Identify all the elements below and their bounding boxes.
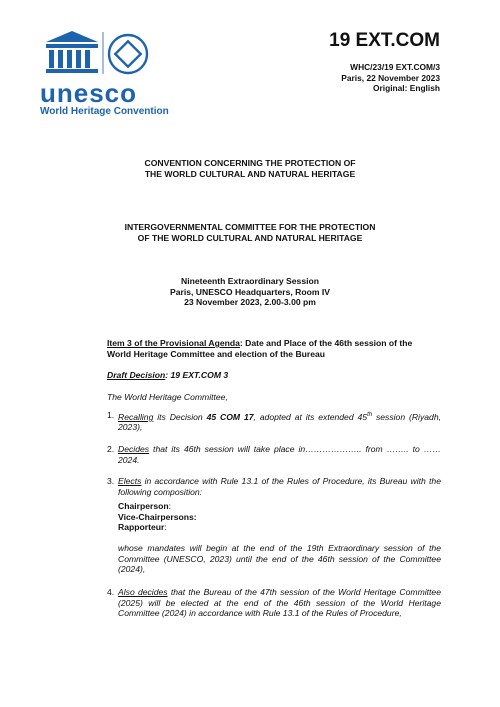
document-symbol: 19 EXT.COM (329, 30, 440, 51)
logo-wordmark: unesco (40, 78, 138, 108)
decision-paragraph (107, 476, 441, 497)
draft-decision-label: Draft Decision (107, 370, 166, 380)
paragraph-fragment: session (Riyadh, 2023), (118, 411, 441, 433)
preamble: The World Heritage Committee, (107, 392, 228, 402)
paragraph-text (118, 410, 441, 433)
convention-title-line: THE WORLD CULTURAL AND NATURAL HERITAGE (144, 168, 356, 179)
convention-title-line: CONVENTION CONCERNING THE PROTECTION OF (144, 158, 356, 168)
superscript: th (367, 412, 373, 418)
agenda-item-label: Item 3 of the Provisional Agenda (107, 338, 240, 348)
agenda-item-title (107, 338, 441, 359)
convention-title (0, 158, 500, 179)
paragraph-fragment: its Decision (153, 411, 207, 422)
rapporteur-line (118, 522, 197, 533)
session-line: Paris, UNESCO Headquarters, Room IV (170, 286, 330, 297)
role-label: Chairperson (118, 501, 169, 511)
paragraph-fragment: , adopted at its extended 45 (253, 411, 368, 422)
session-info (0, 276, 500, 308)
vice-chairpersons-line (118, 512, 197, 523)
paragraph-fragment: in accordance with Rule 13.1 of the Rules of Procedure, its Bureau with the following composition: (118, 476, 441, 497)
role-label: Vice-Chairpersons: (118, 511, 197, 522)
paragraph-text (118, 444, 441, 465)
role-colon: : (168, 501, 172, 511)
session-line: 23 November 2023, 2.00-3.00 pm (184, 297, 316, 308)
bureau-composition (118, 501, 197, 533)
paragraph-text (118, 476, 441, 497)
role-label: Rapporteur (118, 522, 165, 533)
paragraph-number: 1. (107, 410, 115, 420)
agenda-item-text: World Heritage Committee and election of the Bureau (107, 348, 326, 359)
operative-verb: Also decides (118, 587, 168, 597)
original-language: Original: English (372, 83, 440, 93)
session-line: Nineteenth Extraordinary Session (180, 276, 320, 286)
document-meta (341, 62, 440, 94)
operative-verb: Elects (118, 476, 142, 486)
paragraph-fragment: that its 46th session will take place in……………….. from …….. to …… 2024. (118, 444, 441, 465)
draft-decision-heading (107, 370, 228, 381)
committee-title (0, 222, 500, 243)
operative-verb: Decides (118, 444, 150, 454)
committee-title-line: OF THE WORLD CULTURAL AND NATURAL HERITAGE (137, 232, 363, 243)
logo-subtitle: World Heritage Convention (40, 106, 169, 117)
mandate-text: whose mandates will begin at the end of the 19th Extraordinary session of the Committee (UNESCO, 2023) until the end of the 46th session of the Committee (2024), (118, 543, 441, 575)
decision-paragraph (107, 410, 441, 433)
paragraph-number: 4. (107, 587, 115, 597)
decision-paragraph (107, 444, 441, 465)
operative-verb: Recalling (118, 411, 154, 422)
decision-reference: 45 COM 17 (206, 411, 254, 422)
place-date: Paris, 22 November 2023 (341, 72, 440, 83)
agenda-item-text: : Date and Place of the 46th session of the (239, 338, 413, 348)
chairperson-line (118, 501, 197, 512)
committee-title-line: INTERGOVERNMENTAL COMMITTEE FOR THE PROTECTION (124, 222, 376, 232)
paragraph-fragment: that the Bureau of the 47th session of the World Heritage Committee (2025) will be elected at the end of the 46th session of the World Heritage Committee (2024) in accordance with Rule 13.1 of the Rules of Procedure, (118, 587, 441, 619)
document-code: WHC/23/19 EXT.COM/3 (350, 62, 440, 72)
draft-decision-code: : 19 EXT.COM 3 (165, 370, 229, 380)
paragraph-number: 3. (107, 476, 115, 486)
role-colon: : (164, 522, 167, 533)
paragraph-text (118, 587, 441, 619)
decision-paragraph (107, 587, 441, 619)
paragraph-number: 2. (107, 444, 115, 454)
